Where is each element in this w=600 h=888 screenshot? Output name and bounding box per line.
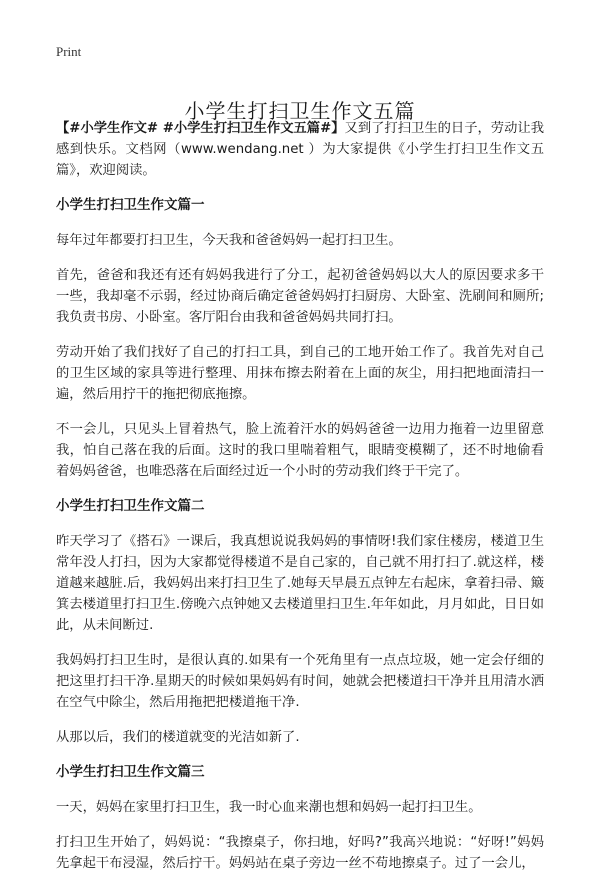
section-3-paragraph: 打扫卫生开始了，妈妈说：“我擦桌子，你扫地，好吗?”我高兴地说：“好呀!”妈妈先拿起干布浸湿，然后拧干。妈妈站在桌子旁边一丝不苟地擦桌子。过了一会儿，	[56, 835, 544, 871]
document-title: 小学生打扫卫生作文五篇	[184, 99, 416, 124]
section-1-paragraph: 每年过年都要打扫卫生，今天我和爸爸妈妈一起打扫卫生。	[56, 233, 402, 248]
section-2-paragraph: 昨天学习了《搭石》一课后，我真想说说我妈妈的事情呀!我们家住楼房，楼道卫生常年没人打扫，因为大家都觉得楼道不是自己家的，自己就不用打扫了.就这样，楼道越来越脏.后，我妈妈出来打扫卫生了.她每天早晨五点钟左右起床，拿着扫帚、簸箕去楼道里打扫卫生.傍晚六点钟她又去楼道里扫卫生.年年如此，月月如此，日日如此，从未间断过.	[56, 534, 544, 633]
intro-paragraph	[56, 118, 544, 181]
document-body	[56, 118, 544, 888]
section-1-paragraph: 首先，爸爸和我还有还有妈妈我进行了分工，起初爸爸妈妈以大人的原因要求多干一些，我却毫不示弱，经过协商后确定爸爸妈妈打扫厨房、大卧室、洗刷间和厕所;我负责书房、小卧室。客厅阳台由我和爸爸妈妈共同打扫。	[56, 268, 544, 325]
section-heading-2: 小学生打扫卫生作文篇二	[56, 498, 205, 514]
section-heading-1: 小学生打扫卫生作文篇一	[56, 197, 205, 213]
section-1-paragraph: 不一会儿，只见头上冒着热气，脸上流着汗水的妈妈爸爸一边用力拖着一边里留意我，怕自己落在我的后面。这时的我口里喘着粗气，眼睛变模糊了，还不时地偷看着妈妈爸爸，也唯恐落在后面经过近一个小时的劳动我们终于干完了。	[56, 422, 544, 479]
section-2-paragraph: 从那以后，我们的楼道就变的光洁如新了.	[56, 730, 300, 745]
print-label: Print	[56, 44, 82, 59]
section-2-paragraph: 我妈妈打扫卫生时，是很认真的.如果有一个死角里有一点点垃圾，她一定会仔细的把这里打扫干净.星期天的时候如果妈妈有时间，她就会把楼道扫干净并且用清水洒在空气中除尘，然后用拖把把楼道拖干净.	[56, 653, 544, 710]
section-3-paragraph: 一天，妈妈在家里打扫卫生，我一时心血来潮也想和妈妈一起打扫卫生。	[56, 800, 482, 815]
intro-tag: 【#小学生作文# #小学生打扫卫生作文五篇#】	[56, 121, 345, 136]
intro-text: 又到了打扫卫生的日子，劳动让我感到快乐。文档网（www.wendang.net ）为大家提供《小学生打扫卫生作文五篇》，欢迎阅读。	[56, 121, 544, 178]
section-1-paragraph: 劳动开始了我们找好了自己的打扫工具，到自己的工地开始工作了。我首先对自己的卫生区域的家具等进行整理、用抹布擦去附着在上面的灰尘，用扫把地面清扫一遍，然后用拧干的拖把彻底拖擦。	[56, 345, 544, 402]
section-heading-3: 小学生打扫卫生作文篇三	[56, 764, 205, 780]
